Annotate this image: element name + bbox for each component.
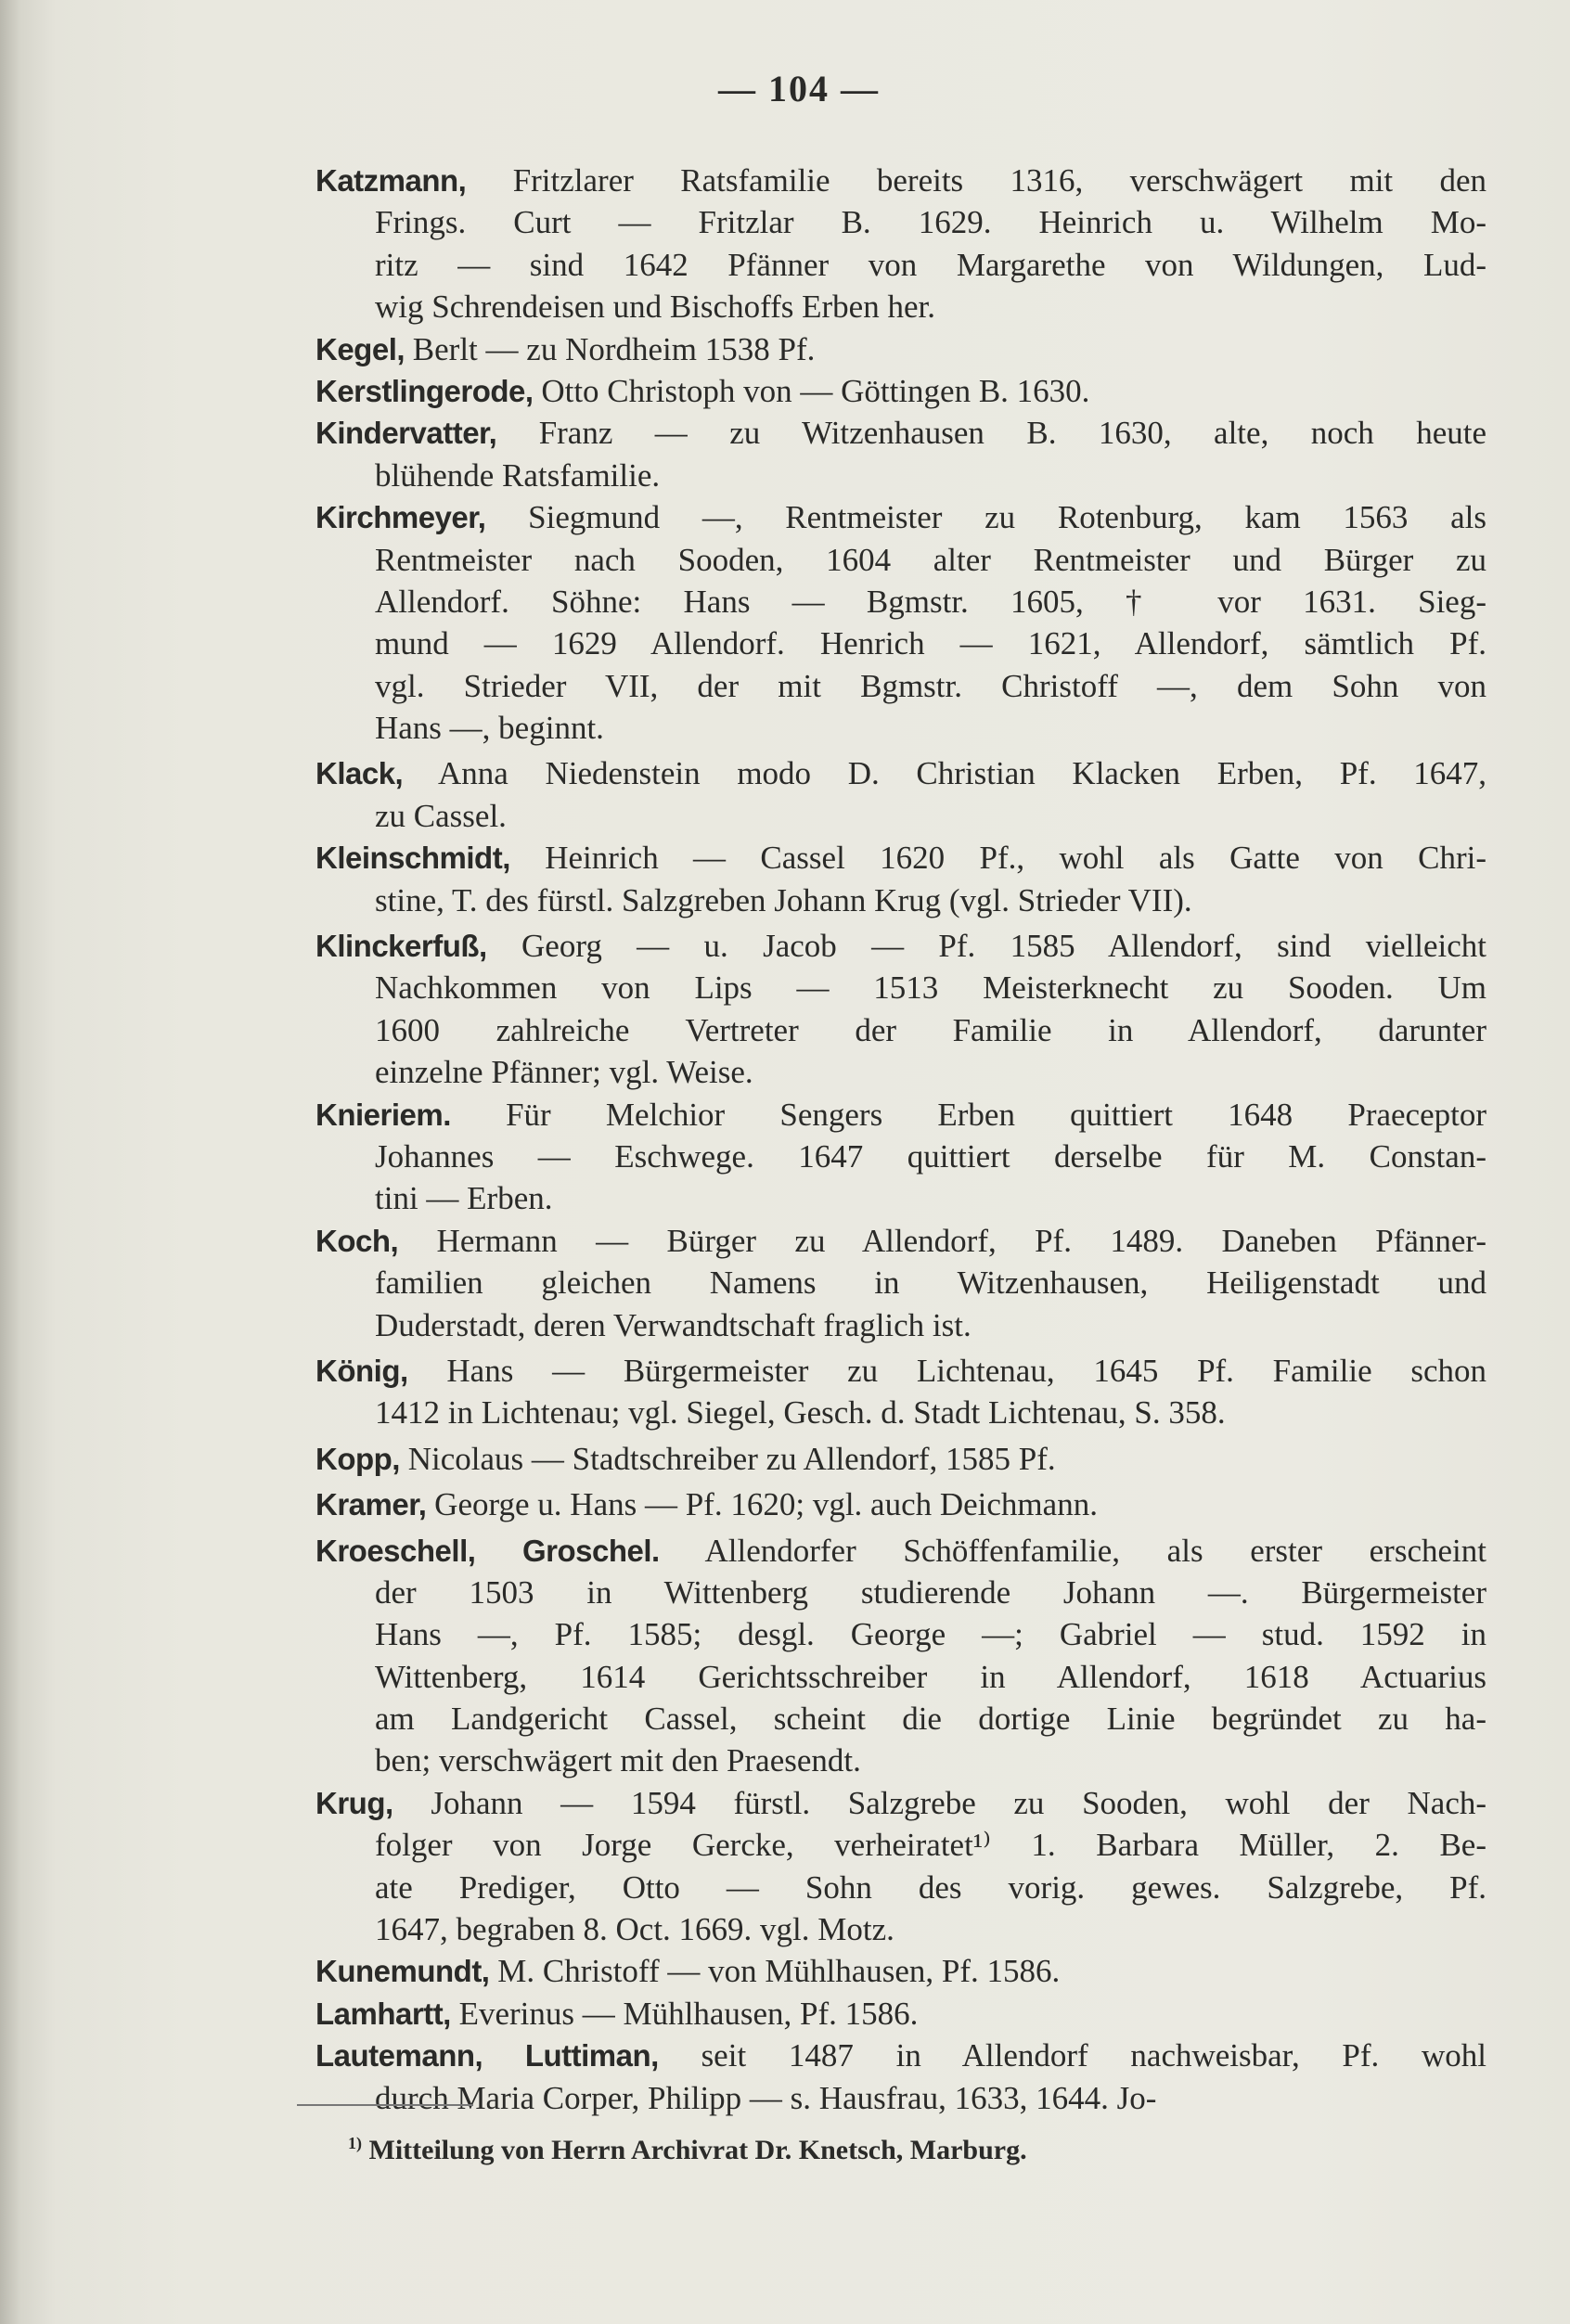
entry-line xyxy=(315,201,1486,243)
entry-headword: Kunemundt, xyxy=(315,1954,490,1989)
entry-text: folger von Jorge Gercke, verheiratet¹⁾ 1. Barbara Müller, 2. Be- xyxy=(375,1827,1486,1864)
entry-line xyxy=(315,1220,1486,1262)
footnote-marker: 1) xyxy=(348,2134,362,2152)
entry-line xyxy=(315,1530,1486,1572)
dictionary-entry xyxy=(315,412,1486,496)
entry-headword: Kopp, xyxy=(315,1441,400,1476)
entry-line xyxy=(315,2077,1486,2119)
entry-text: Hermann — Bürger zu Allendorf, Pf. 1489. Daneben Pfänner- xyxy=(436,1222,1486,1259)
entry-text: ritz — sind 1642 Pfänner von Margarethe von Wildungen, Lud- xyxy=(375,246,1486,283)
entry-line xyxy=(315,752,1486,794)
entry-headword: Lautemann, Luttiman, xyxy=(315,2038,659,2074)
entry-text: Franz — zu Witzenhausen B. 1630, alte, noch heute xyxy=(538,415,1487,452)
entry-line xyxy=(315,1908,1486,1950)
entry-line xyxy=(315,1262,1486,1303)
entry-line xyxy=(315,1656,1486,1698)
entry-text: Heinrich — Cassel 1620 Pf., wohl als Gatte von Chri- xyxy=(545,840,1486,877)
entry-line xyxy=(315,1950,1486,1992)
entry-text: Hans —, Pf. 1585; desgl. George —; Gabriel — stud. 1592 in xyxy=(375,1616,1486,1653)
dictionary-entry xyxy=(315,1950,1486,1992)
entry-text: Siegmund —, Rentmeister zu Rotenburg, kam 1563 als xyxy=(528,499,1487,536)
dictionary-entry xyxy=(315,1220,1486,1346)
entry-line xyxy=(315,837,1486,879)
entry-line xyxy=(315,2035,1486,2076)
entry-headword: Kirchmeyer, xyxy=(315,500,486,535)
entry-text: tini — Erben. xyxy=(375,1180,553,1217)
entry-line xyxy=(315,880,1486,921)
entry-text: am Landgericht Cassel, scheint die dortige Linie begründet zu ha- xyxy=(375,1701,1486,1738)
entry-line xyxy=(315,1094,1486,1136)
entry-text: Hans —, beginnt. xyxy=(375,710,604,747)
entry-line xyxy=(315,925,1486,967)
entry-line xyxy=(315,1782,1486,1824)
entry-text: Duderstadt, deren Verwandtschaft fraglich ist. xyxy=(375,1306,972,1343)
entry-text: Berlt — zu Nordheim 1538 Pf. xyxy=(412,330,816,367)
entry-text: Johann — 1594 fürstl. Salzgrebe zu Sooden, wohl der Nach- xyxy=(431,1784,1487,1821)
entry-text: vgl. Strieder VII, der mit Bgmstr. Christoff —, dem Sohn von xyxy=(375,667,1486,704)
entry-line xyxy=(315,370,1486,412)
entry-text: Georg — u. Jacob — Pf. 1585 Allendorf, sind vielleicht xyxy=(521,928,1487,965)
entry-text: Hans — Bürgermeister zu Lichtenau, 1645 Pf. Familie schon xyxy=(446,1352,1487,1389)
entry-text: Fritzlarer Ratsfamilie bereits 1316, verschwägert mit den xyxy=(512,162,1487,199)
entry-line xyxy=(315,286,1486,327)
dictionary-entry xyxy=(315,496,1486,749)
entry-text: ate Prediger, Otto — Sohn des vorig. gewes. Salzgrebe, Pf. xyxy=(375,1868,1486,1906)
entry-text: 1412 in Lichtenau; vgl. Siegel, Gesch. d. Stadt Lichtenau, S. 358. xyxy=(375,1394,1226,1432)
entry-line xyxy=(315,1177,1486,1219)
entry-headword: Kroeschell, Groschel. xyxy=(315,1533,660,1568)
entry-text: Everinus — Mühlhausen, Pf. 1586. xyxy=(458,1995,919,2032)
entry-line xyxy=(315,1572,1486,1613)
entry-headword: Lamhartt, xyxy=(315,1996,451,2031)
entry-line xyxy=(315,1483,1486,1525)
entry-text: seit 1487 in Allendorf nachweisbar, Pf. wohl xyxy=(701,2037,1487,2074)
entry-line xyxy=(315,1009,1486,1051)
entry-text: durch Maria Corper, Philipp — s. Hausfrau, 1633, 1644. Jo- xyxy=(375,2079,1157,2116)
page-number: — 104 — xyxy=(718,68,880,109)
entry-text: mund — 1629 Allendorf. Henrich — 1621, Allendorf, sämtlich Pf. xyxy=(375,625,1486,662)
footnote-divider xyxy=(297,2104,473,2106)
entry-line xyxy=(315,1392,1486,1433)
entry-headword: Kerstlingerode, xyxy=(315,373,534,408)
entry-line xyxy=(315,160,1486,201)
entry-text: ben; verschwägert mit den Praesendt. xyxy=(375,1742,861,1779)
entry-line xyxy=(315,665,1486,707)
dictionary-entry xyxy=(315,1350,1486,1434)
entry-line xyxy=(315,244,1486,286)
entry-text: 1647, begraben 8. Oct. 1669. vgl. Motz. xyxy=(375,1911,894,1948)
dictionary-entry xyxy=(315,2035,1486,2119)
entry-line xyxy=(315,1740,1486,1781)
entry-text: Allendorf. Söhne: Hans — Bgmstr. 1605, † vor 1631. Sieg- xyxy=(375,583,1486,620)
entry-line xyxy=(315,496,1486,538)
entry-headword: Kegel, xyxy=(315,331,405,366)
entry-headword: Katzmann, xyxy=(315,163,467,198)
entry-line xyxy=(315,1824,1486,1866)
entry-line xyxy=(315,1993,1486,2035)
entry-headword: Koch, xyxy=(315,1223,399,1258)
entry-line xyxy=(315,1867,1486,1908)
entry-text: Frings. Curt — Fritzlar B. 1629. Heinrich u. Wilhelm Mo- xyxy=(375,204,1486,241)
entry-line xyxy=(315,1304,1486,1346)
entry-text: stine, T. des fürstl. Salzgreben Johann Krug (vgl. Strieder VII). xyxy=(375,881,1192,918)
entry-line xyxy=(315,1613,1486,1655)
entry-line xyxy=(315,967,1486,1008)
entry-line xyxy=(315,455,1486,496)
entry-headword: Kindervatter, xyxy=(315,416,497,451)
entry-headword: König, xyxy=(315,1353,408,1388)
entry-text: Otto Christoph von — Göttingen B. 1630. xyxy=(541,372,1090,409)
dictionary-entry xyxy=(315,1993,1486,2035)
dictionary-entry xyxy=(315,1530,1486,1782)
entry-line xyxy=(315,1051,1486,1093)
entry-text: George u. Hans — Pf. 1620; vgl. auch Deichmann. xyxy=(434,1486,1098,1523)
entry-text: Nicolaus — Stadtschreiber zu Allendorf, 1585 Pf. xyxy=(407,1440,1056,1477)
entry-headword: Kramer, xyxy=(315,1487,427,1522)
entry-text: wig Schrendeisen und Bischoffs Erben her. xyxy=(375,289,935,326)
entry-text: Wittenberg, 1614 Gerichtsschreiber in Allendorf, 1618 Actuarius xyxy=(375,1658,1486,1695)
entry-text: Rentmeister nach Sooden, 1604 alter Rentmeister und Bürger zu xyxy=(375,541,1486,578)
entry-line xyxy=(315,581,1486,623)
entry-headword: Klack, xyxy=(315,756,404,791)
dictionary-entry xyxy=(315,328,1486,370)
entry-text: Für Melchior Sengers Erben quittiert 1648 Praeceptor xyxy=(506,1096,1487,1133)
entry-line xyxy=(315,623,1486,664)
entry-text: Allendorfer Schöffenfamilie, als erster erscheint xyxy=(704,1532,1486,1569)
dictionary-entry xyxy=(315,837,1486,921)
entry-line xyxy=(315,1698,1486,1740)
entry-line xyxy=(315,707,1486,749)
dictionary-entry xyxy=(315,1094,1486,1220)
dictionary-entry xyxy=(315,370,1486,412)
entry-line xyxy=(315,1438,1486,1480)
entry-text: einzelne Pfänner; vgl. Weise. xyxy=(375,1054,753,1091)
entry-text: Johannes — Eschwege. 1647 quittiert derselbe für M. Constan- xyxy=(375,1137,1486,1175)
entry-headword: Knieriem. xyxy=(315,1097,451,1132)
dictionary-entry xyxy=(315,1483,1486,1525)
entry-headword: Kleinschmidt, xyxy=(315,841,510,876)
dictionary-entry xyxy=(315,752,1486,837)
entry-text: M. Christoff — von Mühlhausen, Pf. 1586. xyxy=(497,1953,1061,1990)
entry-text: Anna Niedenstein modo D. Christian Klacken Erben, Pf. 1647, xyxy=(437,755,1486,792)
dictionary-entry xyxy=(315,1782,1486,1951)
entry-line xyxy=(315,412,1486,454)
entry-line xyxy=(315,328,1486,370)
entry-headword: Klinckerfuß, xyxy=(315,929,487,964)
dictionary-entry xyxy=(315,1438,1486,1480)
entry-headword: Krug, xyxy=(315,1785,393,1820)
footnote-text: Mitteilung von Herrn Archivrat Dr. Knetsch, Marburg. xyxy=(368,2135,1027,2165)
entry-line xyxy=(315,1136,1486,1177)
dictionary-entry xyxy=(315,160,1486,328)
entry-text: zu Cassel. xyxy=(375,797,507,834)
footnote xyxy=(348,2134,1027,2166)
entry-line xyxy=(315,1350,1486,1392)
entry-text: Nachkommen von Lips — 1513 Meisterknecht zu Sooden. Um xyxy=(375,969,1486,1007)
entry-list xyxy=(315,160,1486,2119)
entry-line xyxy=(315,539,1486,581)
entry-text: 1600 zahlreiche Vertreter der Familie in Allendorf, darunter xyxy=(375,1011,1486,1048)
entry-text: der 1503 in Wittenberg studierende Johann —. Bürgermeister xyxy=(375,1573,1486,1611)
entry-text: familien gleichen Namens in Witzenhausen, Heiligenstadt und xyxy=(375,1265,1486,1302)
dictionary-entry xyxy=(315,925,1486,1094)
entry-line xyxy=(315,795,1486,837)
entry-text: blühende Ratsfamilie. xyxy=(375,456,661,494)
